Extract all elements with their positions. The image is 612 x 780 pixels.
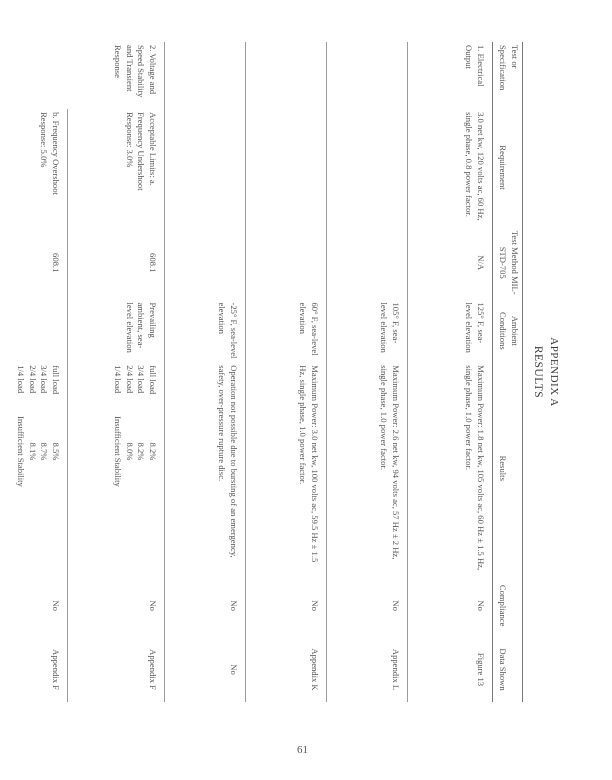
cell-requirement: Acceptable Limits: a. Frequency Undershoot Response: 3.0%: [67, 109, 164, 226]
table-row: [407, 42, 492, 702]
cell-compliance: No: [326, 574, 407, 637]
cell-requirement: b. Frequency Overshoot Response: 5.0%: [0, 109, 67, 226]
cell-data-shown: Figure 13: [475, 652, 486, 687]
col-header-method: Test Method MIL-STD-705: [492, 226, 522, 300]
cell-results: Maximum Power: 1.8 net kw, 105 volts ac, 60 Hz ± 1.5 Hz, single phase, 1.0 power factor.: [464, 365, 486, 571]
cell-data-shown: Appendix K: [245, 637, 326, 702]
cell-data-shown: Appendix F: [0, 637, 67, 702]
cell-ambient: Prevailing ambient, sea-level elevation: [67, 299, 164, 362]
col-header-data: Data Shown: [492, 637, 522, 702]
col-header-results: Results: [492, 362, 522, 574]
overshoot-values: 8.5% 8.7% 8.1% Insufficient Stability: [16, 416, 61, 487]
load-levels: full load 3/4 load 2/4 load 1/4 load: [16, 365, 61, 395]
rotated-results-table-container: [16, 42, 568, 702]
section-title: RESULTS: [532, 345, 544, 399]
table-row: [326, 42, 407, 702]
results-table: [0, 42, 523, 702]
cell-method: 608.1: [67, 226, 164, 300]
cell-test: 2. Voltage and Speed Stability and Transient Response: [67, 42, 164, 109]
cell-method: 608.1: [0, 226, 67, 300]
table-row: [164, 42, 245, 702]
cell-compliance: No: [245, 574, 326, 637]
cell-results: Maximum Power: 2.6 net kw, 94 volts ac, 57 Hz ± 2 Hz, single phase, 1.0 power factor.: [326, 362, 407, 574]
cell-data-shown: No: [164, 637, 245, 702]
cell-ambient: -25° F, sea-level elevation: [164, 299, 245, 362]
page-number: 61: [297, 744, 308, 756]
cell-test: 1. Electrical Output: [464, 45, 486, 87]
cell-ambient: 60° F, sea-level elevation: [245, 299, 326, 362]
col-header-test: Test or Specification: [492, 42, 522, 109]
cell-compliance: No: [0, 574, 67, 637]
cell-data-shown: Appendix F: [67, 637, 164, 702]
cell-data-shown: Appendix L: [326, 637, 407, 702]
table-row: [67, 42, 164, 702]
cell-compliance: No: [164, 574, 245, 637]
cell-compliance: No: [67, 574, 164, 637]
col-header-requirement: Requirement: [492, 109, 522, 226]
header-row: [492, 42, 522, 702]
load-levels: full load 3/4 load 2/4 load 1/4 load: [113, 365, 158, 395]
table-row: [0, 42, 67, 702]
cell-ambient: 125° F, sea-level elevation: [464, 302, 486, 353]
cell-results: Maximum Power: 3.0 net kw, 100 volts ac, 59.5 Hz ± 1.5 Hz, single phase, 1.0 power factor.: [245, 362, 326, 574]
cell-method: N/A: [475, 255, 486, 271]
cell-results: [0, 362, 67, 574]
col-header-compliance: Compliance: [492, 574, 522, 637]
appendix-title: APPENDIX A: [548, 337, 560, 407]
cell-compliance: No: [475, 600, 486, 611]
col-header-ambient: Ambient Conditions: [492, 299, 522, 362]
cell-results: [67, 362, 164, 574]
cell-requirement: 3.0 net kw, 120 volts ac, 60 Hz, single phase, 0.8 power factor.: [464, 112, 486, 221]
table-row: [245, 42, 326, 702]
cell-ambient: 105° F, sea-level elevation: [326, 299, 407, 362]
cell-results: Operation not possible due to bursting of an emergency, safety, over-pressure rupture disc.: [164, 362, 245, 574]
undershoot-values: 8.2% 8.2% 8.0% Insufficient Stability: [113, 416, 158, 487]
